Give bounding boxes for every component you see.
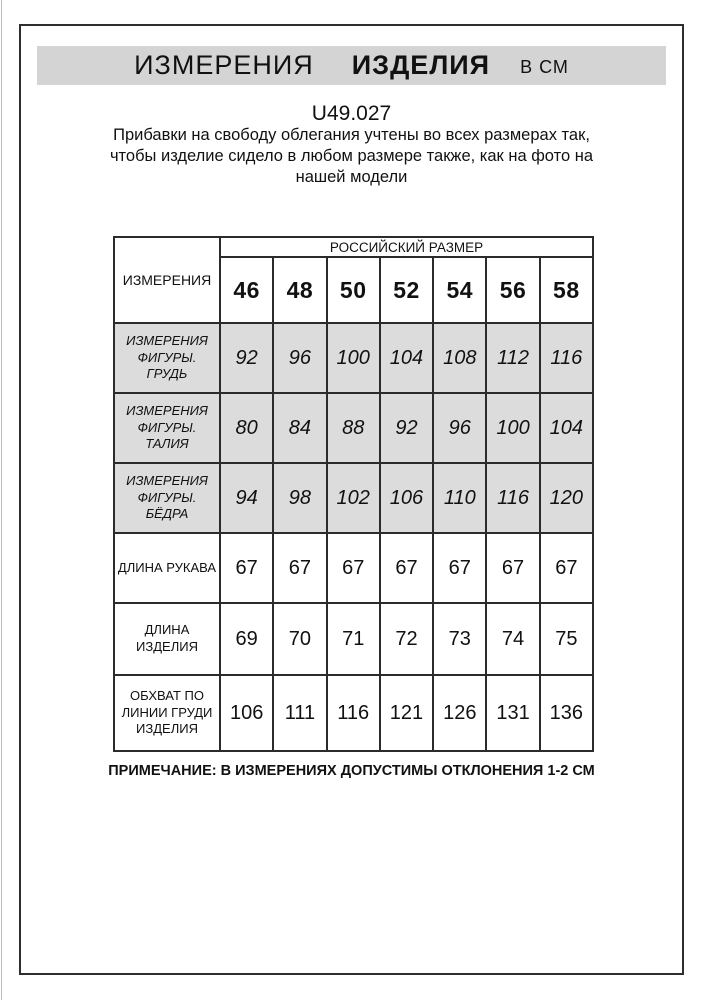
cell-value: 104 <box>380 323 433 393</box>
cell-value: 106 <box>380 463 433 533</box>
description-line-2: чтобы изделие сидело в любом размере также, как на фото на <box>109 147 594 165</box>
cell-value: 75 <box>540 603 593 675</box>
size-col-header-46: 46 <box>220 257 273 323</box>
cell-value: 102 <box>327 463 380 533</box>
size-col-header-52: 52 <box>380 257 433 323</box>
cell-value: 112 <box>486 323 539 393</box>
cell-value: 70 <box>273 603 326 675</box>
cell-value: 67 <box>380 533 433 603</box>
page-frame <box>19 24 684 975</box>
cell-value: 126 <box>433 675 486 751</box>
description-line-3: нашей модели <box>295 168 408 186</box>
cell-value: 94 <box>220 463 273 533</box>
cell-value: 106 <box>220 675 273 751</box>
cell-value: 71 <box>327 603 380 675</box>
table-row-chest-girth-item <box>114 675 593 751</box>
cell-value: 67 <box>540 533 593 603</box>
row-label: ИЗМЕРЕНИЯ ФИГУРЫ. ГРУДЬ <box>114 323 220 393</box>
cell-value: 67 <box>273 533 326 603</box>
row-label: ДЛИНА РУКАВА <box>114 533 220 603</box>
table-header-group-row <box>114 237 593 257</box>
cell-value: 108 <box>433 323 486 393</box>
cell-value: 120 <box>540 463 593 533</box>
cell-value: 116 <box>486 463 539 533</box>
title-unit-cm: В СМ <box>520 56 569 77</box>
cell-value: 92 <box>220 323 273 393</box>
product-code: U49.027 <box>311 102 392 125</box>
russian-size-group-header: РОССИЙСКИЙ РАЗМЕР <box>220 237 593 257</box>
cell-value: 110 <box>433 463 486 533</box>
title-word-product: ИЗДЕЛИЯ <box>351 50 491 80</box>
size-col-header-54: 54 <box>433 257 486 323</box>
cell-value: 73 <box>433 603 486 675</box>
cell-value: 100 <box>486 393 539 463</box>
scan-edge-line <box>1 0 2 1000</box>
cell-value: 116 <box>327 675 380 751</box>
cell-value: 84 <box>273 393 326 463</box>
size-col-header-56: 56 <box>486 257 539 323</box>
cell-value: 72 <box>380 603 433 675</box>
size-col-header-50: 50 <box>327 257 380 323</box>
cell-value: 88 <box>327 393 380 463</box>
measurements-corner-header: ИЗМЕРЕНИЯ <box>114 237 220 323</box>
size-col-header-48: 48 <box>273 257 326 323</box>
cell-value: 67 <box>486 533 539 603</box>
description-line-1: Прибавки на свободу облегания учтены во всех размерах так, <box>113 126 590 144</box>
size-table-container <box>113 236 594 752</box>
row-label: ДЛИНА ИЗДЕЛИЯ <box>114 603 220 675</box>
title-bar <box>37 46 666 85</box>
cell-value: 67 <box>433 533 486 603</box>
tolerance-note: ПРИМЕЧАНИЕ: В ИЗМЕРЕНИЯХ ДОПУСТИМЫ ОТКЛОНЕНИЯ 1-2 СМ <box>108 763 595 779</box>
cell-value: 96 <box>273 323 326 393</box>
size-col-header-58: 58 <box>540 257 593 323</box>
cell-value: 116 <box>540 323 593 393</box>
table-row-item-length <box>114 603 593 675</box>
cell-value: 80 <box>220 393 273 463</box>
table-row-figure-hips <box>114 463 593 533</box>
title-word-measurements: ИЗМЕРЕНИЯ <box>134 50 314 80</box>
row-label: ИЗМЕРЕНИЯ ФИГУРЫ. БЁДРА <box>114 463 220 533</box>
table-row-figure-chest <box>114 323 593 393</box>
row-label: ОБХВАТ ПО ЛИНИИ ГРУДИ ИЗДЕЛИЯ <box>114 675 220 751</box>
cell-value: 67 <box>327 533 380 603</box>
cell-value: 67 <box>220 533 273 603</box>
row-label: ИЗМЕРЕНИЯ ФИГУРЫ. ТАЛИЯ <box>114 393 220 463</box>
cell-value: 69 <box>220 603 273 675</box>
cell-value: 100 <box>327 323 380 393</box>
cell-value: 121 <box>380 675 433 751</box>
cell-value: 131 <box>486 675 539 751</box>
cell-value: 98 <box>273 463 326 533</box>
cell-value: 136 <box>540 675 593 751</box>
cell-value: 92 <box>380 393 433 463</box>
table-row-figure-waist <box>114 393 593 463</box>
description-paragraph <box>21 125 682 188</box>
cell-value: 104 <box>540 393 593 463</box>
cell-value: 111 <box>273 675 326 751</box>
cell-value: 74 <box>486 603 539 675</box>
cell-value: 96 <box>433 393 486 463</box>
size-table <box>113 236 594 752</box>
table-row-sleeve-length <box>114 533 593 603</box>
